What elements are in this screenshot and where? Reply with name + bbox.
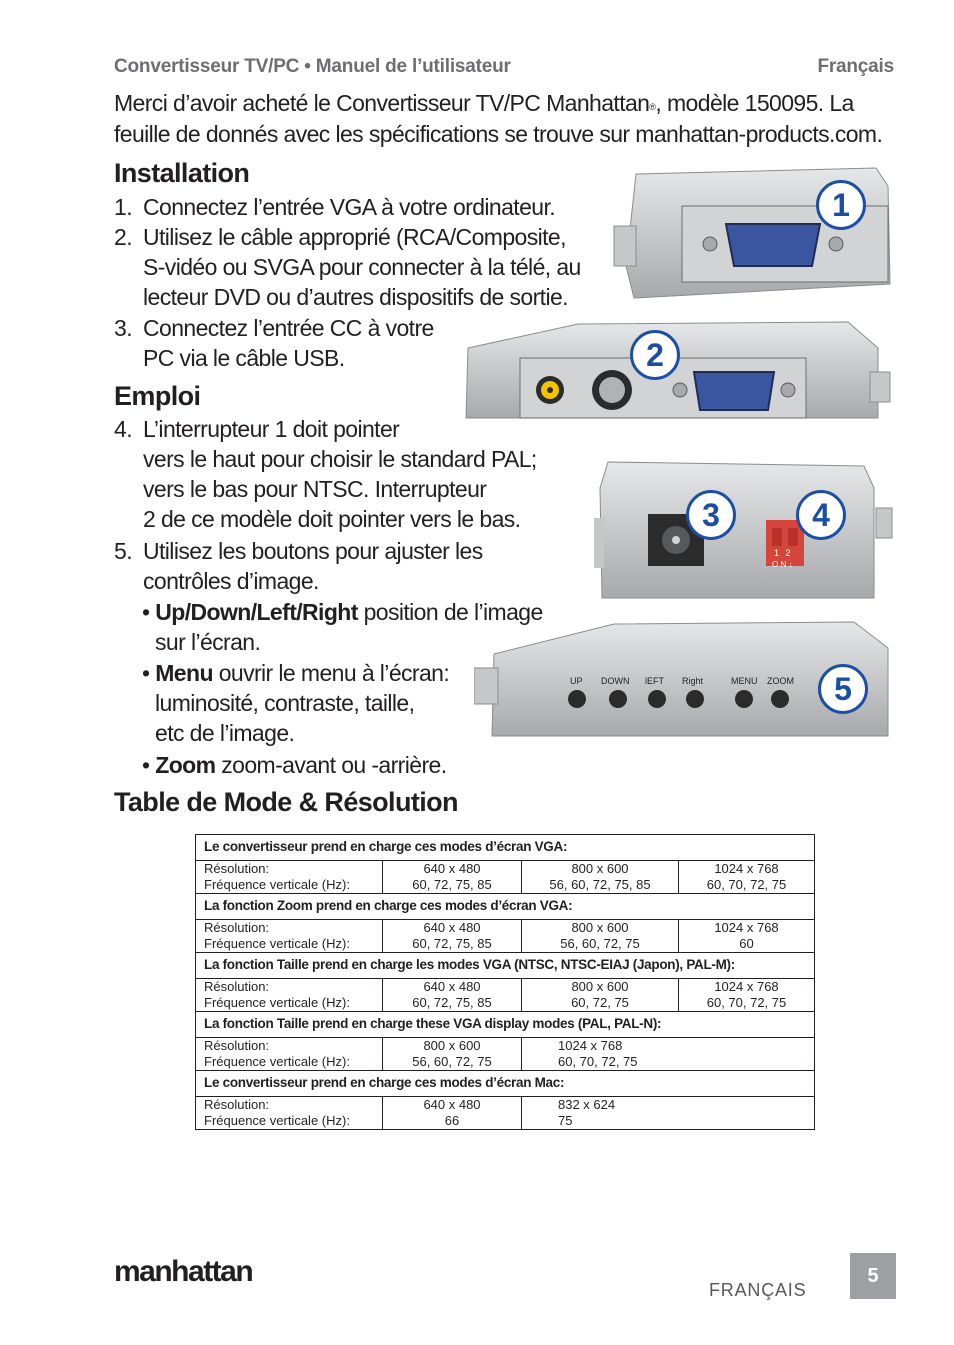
row-label-resolution: Résolution: (204, 1038, 270, 1053)
item-text: 2 de ce modèle doit pointer vers le bas. (143, 506, 521, 532)
intro-text: Merci d’avoir acheté le Convertisseur TV/PC Manhattan (114, 90, 650, 116)
button-label-zoom: ZOOM (767, 676, 794, 686)
bullet-menu: • Menu ouvrir le menu à l’écran: luminosité, contraste, taille, etc de l’image. (142, 658, 482, 748)
item-text: S-vidéo ou SVGA pour connecter à la télé, au (143, 254, 581, 280)
step-badge-5: 5 (818, 664, 868, 714)
bullet-zoom: • Zoom zoom-avant ou -arrière. (142, 752, 447, 778)
cell-resolution: 1024 x 768 (714, 979, 779, 994)
item-text: lecteur DVD ou d’autres dispositifs de sortie. (143, 284, 568, 310)
bullet-text: zoom-avant ou -arrière. (215, 752, 447, 778)
cell-frequency: 56, 60, 72, 75 (412, 1054, 492, 1069)
cell-resolution: 832 x 624 (558, 1097, 616, 1112)
table-cell (522, 1038, 815, 1071)
cell-frequency: 56, 60, 72, 75 (560, 936, 640, 951)
registered-mark: ® (649, 102, 656, 112)
cell-resolution: 800 x 600 (571, 920, 629, 935)
table-group-title: Le convertisseur prend en charge ces modes d’écran Mac: (196, 1071, 815, 1097)
intro-text: , modèle 150095. La (655, 90, 854, 116)
row-label-resolution: Résolution: (204, 861, 270, 876)
bullet-keyword: Menu (155, 660, 213, 686)
step-badge-4: 4 (796, 490, 846, 540)
cell-frequency: 66 (444, 1113, 460, 1128)
cell-resolution: 640 x 480 (423, 979, 481, 994)
bullet-text: position de l’image (357, 599, 543, 625)
running-header-title: Convertisseur TV/PC • Manuel de l’utilisateur (114, 56, 511, 77)
table-group-title: Le convertisseur prend en charge ces modes d’écran VGA: (196, 835, 815, 861)
cell-frequency: 56, 60, 72, 75, 85 (549, 877, 651, 892)
item-text: Connectez l’entrée VGA à votre ordinateur. (143, 194, 556, 220)
button-label-down: DOWN (601, 676, 630, 686)
table-cell (679, 979, 815, 1012)
list-item-3 (114, 313, 474, 373)
bullet-text: luminosité, contraste, taille, (155, 690, 415, 716)
item-number: 1. (114, 194, 132, 220)
button-label-up: UP (570, 676, 583, 686)
item-number: 2. (114, 224, 132, 250)
table-group-header-row (196, 953, 815, 979)
table-cell (383, 861, 522, 894)
list-item-2 (114, 222, 614, 312)
item-number: 3. (114, 315, 132, 341)
item-number: 5. (114, 538, 132, 564)
table-row (196, 920, 815, 953)
item-text: contrôles d’image. (143, 568, 319, 594)
installation-heading: Installation (114, 158, 250, 188)
row-label-resolution: Résolution: (204, 1097, 270, 1112)
emploi-heading: Emploi (114, 381, 201, 411)
table-group-header-row (196, 835, 815, 861)
item-number: 4. (114, 416, 132, 442)
table-cell (679, 861, 815, 894)
item-text: Utilisez le câble approprié (RCA/Composite, (143, 224, 566, 250)
table-cell (383, 1038, 522, 1071)
table-heading: Table de Mode & Résolution (114, 787, 458, 817)
cell-frequency: 60, 70, 72, 75 (558, 1054, 638, 1069)
bullet-position: • Up/Down/Left/Right position de l’image sur l’écran. (142, 597, 582, 657)
table-cell (522, 920, 679, 953)
table-row (196, 1038, 815, 1071)
table-group-title: La fonction Zoom prend en charge ces modes d’écran VGA: (196, 894, 815, 920)
cell-resolution: 800 x 600 (423, 1038, 481, 1053)
row-label-frequency: Fréquence verticale (Hz): (204, 936, 350, 951)
step-badge-2: 2 (630, 330, 680, 380)
row-label-resolution: Résolution: (204, 979, 270, 994)
table-cell (679, 920, 815, 953)
bullet-text: etc de l’image. (155, 720, 295, 746)
item-text: Utilisez les boutons pour ajuster les (143, 538, 483, 564)
row-labels-cell (196, 1097, 383, 1130)
step-badge-3: 3 (686, 490, 736, 540)
row-label-frequency: Fréquence verticale (Hz): (204, 877, 350, 892)
cell-frequency: 60, 70, 72, 75 (706, 877, 787, 892)
item-text: vers le haut pour choisir le standard PAL; (143, 446, 537, 472)
cell-resolution: 1024 x 768 (558, 1038, 623, 1053)
cell-frequency: 60, 72, 75 (571, 995, 629, 1010)
cell-frequency: 60, 72, 75, 85 (412, 995, 492, 1010)
cell-resolution: 800 x 600 (571, 861, 629, 876)
item-text: vers le bas pour NTSC. Interrupteur (143, 476, 487, 502)
button-label-right: Right (682, 676, 704, 686)
intro-text: feuille de donnés avec les spécifications se trouve sur manhattan-products.com. (114, 121, 883, 147)
row-labels-cell (196, 979, 383, 1012)
button-label-left: lEFT (645, 676, 664, 686)
row-labels-cell (196, 1038, 383, 1071)
row-label-frequency: Fréquence verticale (Hz): (204, 1113, 350, 1128)
cell-frequency: 60 (739, 936, 754, 951)
table-cell (522, 1097, 815, 1130)
row-label-frequency: Fréquence verticale (Hz): (204, 1054, 350, 1069)
list-item-4 (114, 414, 574, 534)
item-text: PC via le câble USB. (143, 345, 345, 371)
cell-frequency: 60, 70, 72, 75 (706, 995, 787, 1010)
table-row (196, 1097, 815, 1130)
table-cell (383, 1097, 522, 1130)
list-item-1 (114, 192, 614, 222)
table-group-title: La fonction Taille prend en charge these VGA display modes (PAL, PAL-N): (196, 1012, 815, 1038)
mode-resolution-table (195, 834, 815, 1130)
switch-on-label: O N ↓ (772, 560, 793, 569)
item-text: Connectez l’entrée CC à votre (143, 315, 434, 341)
cell-resolution: 1024 x 768 (714, 920, 779, 935)
intro-paragraph (114, 88, 914, 150)
table-row (196, 861, 815, 894)
list-item-5 (114, 536, 574, 596)
table-group-header-row (196, 1012, 815, 1038)
bullet-text: sur l’écran. (155, 629, 261, 655)
bullet-text: ouvrir le menu à l’écran: (212, 660, 450, 686)
page-number: 5 (850, 1253, 896, 1299)
table-group-title: La fonction Taille prend en charge les modes VGA (NTSC, NTSC-EIAJ (Japon), PAL-M): (196, 953, 815, 979)
cell-resolution: 1024 x 768 (714, 861, 779, 876)
table-cell (383, 920, 522, 953)
table-cell (383, 979, 522, 1012)
cell-frequency: 60, 72, 75, 85 (412, 877, 492, 892)
cell-resolution: 800 x 600 (571, 979, 629, 994)
cell-resolution: 640 x 480 (423, 1097, 481, 1112)
button-label-menu: MENU (731, 676, 758, 686)
table-row (196, 979, 815, 1012)
switch-numbers: 1 2 (774, 548, 793, 558)
device-power-switch-figure (594, 458, 896, 604)
item-text: L’interrupteur 1 doit pointer (143, 416, 400, 442)
row-label-frequency: Fréquence verticale (Hz): (204, 995, 350, 1010)
table-cell (522, 979, 679, 1012)
row-label-resolution: Résolution: (204, 920, 270, 935)
footer-language: FRANÇAIS (709, 1280, 807, 1300)
manhattan-logo: manhattan (114, 1255, 253, 1288)
table-group-header-row (196, 894, 815, 920)
bullet-keyword: Zoom (155, 752, 216, 778)
row-labels-cell (196, 920, 383, 953)
bullet-keyword: Up/Down/Left/Right (155, 599, 358, 625)
cell-resolution: 640 x 480 (423, 920, 481, 935)
running-header-language: Français (817, 56, 894, 77)
cell-frequency: 60, 72, 75, 85 (412, 936, 492, 951)
step-badge-1: 1 (816, 180, 866, 230)
table-cell (522, 861, 679, 894)
row-labels-cell (196, 861, 383, 894)
device-outputs-figure (458, 318, 894, 422)
cell-frequency: 75 (558, 1113, 573, 1128)
cell-resolution: 640 x 480 (423, 861, 481, 876)
table-group-header-row (196, 1071, 815, 1097)
